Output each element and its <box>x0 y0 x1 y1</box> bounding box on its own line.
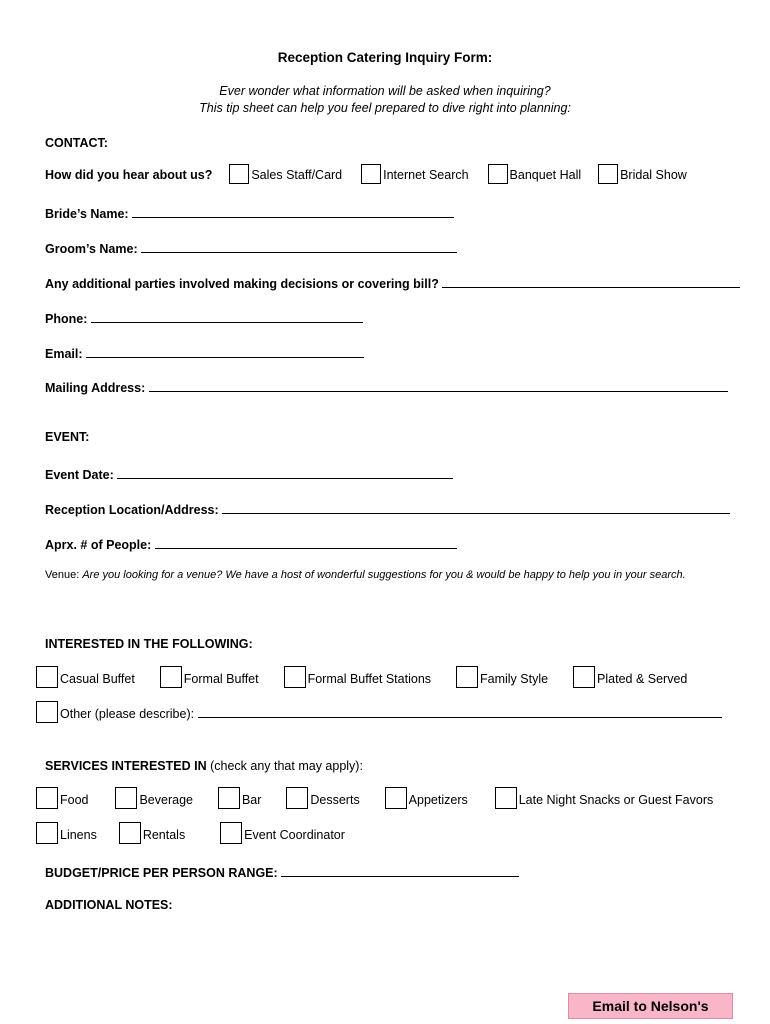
linens-checkbox[interactable] <box>36 822 58 844</box>
reception-location-row <box>45 500 730 517</box>
reception-location-field[interactable] <box>222 500 730 514</box>
desserts-label: Desserts <box>310 793 360 807</box>
hear-internet-search-label: Internet Search <box>383 168 469 182</box>
event-date-field[interactable] <box>117 465 453 479</box>
event-coordinator-label: Event Coordinator <box>244 828 345 842</box>
event-heading: EVENT: <box>45 430 90 444</box>
mailing-address-row <box>45 378 728 395</box>
late-night-snacks-label: Late Night Snacks or Guest Favors <box>518 793 714 807</box>
bride-name-field[interactable] <box>132 204 454 218</box>
event-date-row <box>45 465 453 482</box>
hear-bridal-show-label: Bridal Show <box>620 168 687 182</box>
phone-label: Phone: <box>45 312 88 326</box>
phone-row <box>45 309 363 326</box>
email-label: Email: <box>45 347 83 361</box>
event-coordinator-checkbox[interactable] <box>220 822 242 844</box>
additional-notes-label: ADDITIONAL NOTES: <box>45 898 173 912</box>
other-describe-field[interactable] <box>198 704 722 718</box>
budget-row <box>45 863 519 880</box>
other-checkbox[interactable] <box>36 701 58 723</box>
email-field[interactable] <box>86 344 364 358</box>
additional-parties-field[interactable] <box>442 274 740 288</box>
casual-buffet-label: Casual Buffet <box>60 672 135 686</box>
services-row-1 <box>36 787 713 809</box>
desserts-checkbox[interactable] <box>286 787 308 809</box>
family-style-checkbox[interactable] <box>456 666 478 688</box>
hear-banquet-hall-checkbox[interactable] <box>488 164 508 184</box>
additional-parties-row <box>45 274 740 291</box>
venue-note: Are you looking for a venue? We have a host of wonderful suggestions for you & would be happy to help you in your search. <box>82 569 686 581</box>
linens-label: Linens <box>60 828 97 842</box>
interested-row <box>36 666 687 688</box>
mailing-address-label: Mailing Address: <box>45 381 146 395</box>
beverage-checkbox[interactable] <box>115 787 137 809</box>
other-label: Other (please describe): <box>60 707 195 721</box>
mailing-address-field[interactable] <box>149 378 728 392</box>
additional-parties-label: Any additional parties involved making decisions or covering bill? <box>45 277 439 291</box>
groom-name-row <box>45 239 457 256</box>
people-count-row <box>45 535 457 552</box>
reception-location-label: Reception Location/Address: <box>45 503 219 517</box>
budget-field[interactable] <box>281 863 519 877</box>
late-night-snacks-checkbox[interactable] <box>495 787 517 809</box>
services-heading: SERVICES INTERESTED IN <box>45 759 207 773</box>
other-describe-row <box>36 701 722 723</box>
groom-name-field[interactable] <box>141 239 457 253</box>
hear-sales-staff-checkbox[interactable] <box>229 164 249 184</box>
people-count-field[interactable] <box>155 535 457 549</box>
interested-heading: INTERESTED IN THE FOLLOWING: <box>45 637 253 651</box>
venue-label: Venue: <box>45 569 80 581</box>
services-heading-row <box>45 759 363 773</box>
people-count-label: Aprx. # of People: <box>45 538 152 552</box>
bar-label: Bar <box>241 793 262 807</box>
formal-buffet-stations-checkbox[interactable] <box>284 666 306 688</box>
hear-bridal-show-checkbox[interactable] <box>598 164 618 184</box>
hear-internet-search-checkbox[interactable] <box>361 164 381 184</box>
beverage-label: Beverage <box>139 793 193 807</box>
bride-name-label: Bride’s Name: <box>45 207 129 221</box>
plated-served-label: Plated & Served <box>597 672 688 686</box>
appetizers-checkbox[interactable] <box>385 787 407 809</box>
family-style-label: Family Style <box>479 672 549 686</box>
services-heading-note: (check any that may apply): <box>210 759 363 773</box>
groom-name-label: Groom’s Name: <box>45 242 138 256</box>
plated-served-checkbox[interactable] <box>573 666 595 688</box>
rentals-label: Rentals <box>142 828 186 842</box>
food-label: Food <box>60 793 89 807</box>
formal-buffet-label: Formal Buffet <box>183 672 259 686</box>
hear-about-label: How did you hear about us? <box>45 168 213 182</box>
casual-buffet-checkbox[interactable] <box>36 666 58 688</box>
hear-banquet-hall-label: Banquet Hall <box>509 168 582 182</box>
intro-line-2: This tip sheet can help you feel prepared to dive right into planning: <box>199 101 571 115</box>
appetizers-label: Appetizers <box>408 793 468 807</box>
hear-sales-staff-label: Sales Staff/Card <box>251 168 343 182</box>
bar-checkbox[interactable] <box>218 787 240 809</box>
email-row <box>45 344 364 361</box>
email-to-nelsons-button[interactable]: Email to Nelson's <box>568 993 733 1019</box>
bride-name-row <box>45 204 454 221</box>
formal-buffet-stations-label: Formal Buffet Stations <box>307 672 432 686</box>
food-checkbox[interactable] <box>36 787 58 809</box>
formal-buffet-checkbox[interactable] <box>160 666 182 688</box>
intro-line-1: Ever wonder what information will be asked when inquiring? <box>219 84 551 98</box>
phone-field[interactable] <box>91 309 363 323</box>
services-row-2 <box>36 822 345 844</box>
rentals-checkbox[interactable] <box>119 822 141 844</box>
contact-heading: CONTACT: <box>45 136 108 150</box>
hear-about-row <box>45 164 687 184</box>
venue-row <box>45 569 686 581</box>
form-title: Reception Catering Inquiry Form: <box>277 50 493 65</box>
event-date-label: Event Date: <box>45 468 114 482</box>
budget-label: BUDGET/PRICE PER PERSON RANGE: <box>45 866 278 880</box>
